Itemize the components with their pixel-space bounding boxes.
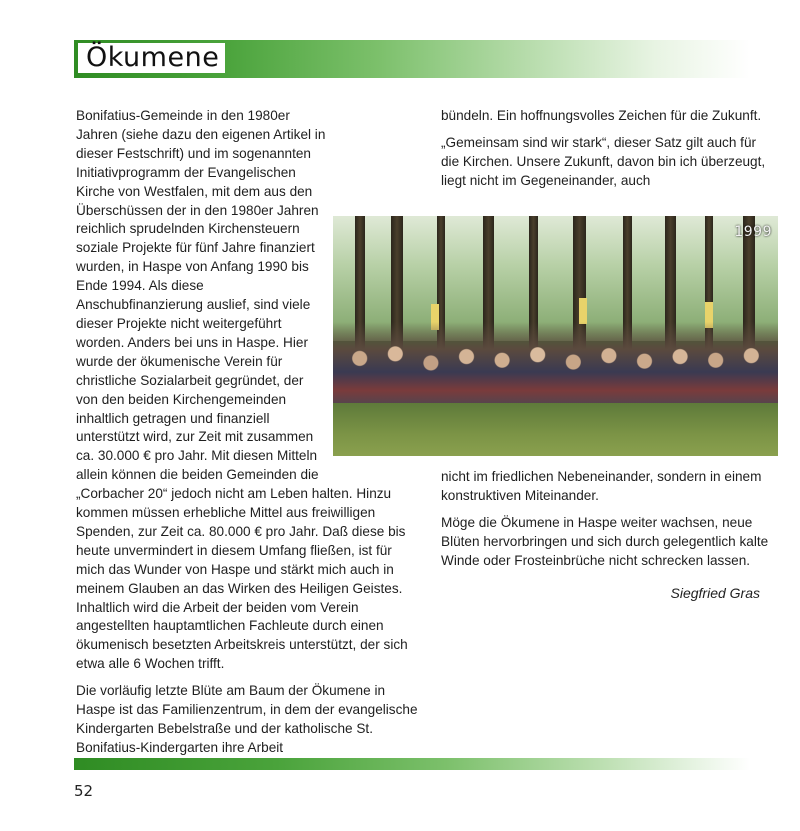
right-text-column-top (441, 107, 776, 191)
photo-year-label: 1999 (734, 224, 772, 240)
photo-flag (579, 298, 587, 324)
left-paragraph-1: Bonifatius-Gemeinde in den 1980er Jahren (siehe dazu den eigenen Artikel in dieser Festschrift) und im sogenannten Initiativprogramm der Evangelischen Kirche von Westfalen, mit dem aus den Überschüssen der in den 1980er Jahren reichlich sprudelnden Kirchensteuern soziale Projekte für fünf Jahre finanziert wurden, in Haspe von Anfang 1990 bis Ende 1994. Als diese Anschubfinanzierung auslief, sind viele dieser Projekte nicht weitergeführt worden. Anders bei uns in Haspe. Hier wurde der ökumenische Verein für christliche Sozialarbeit gegründet, der von den beiden Kirchengemeinden inhaltlich getragen und finanziell unterstützt wird, zur Zeit mit zusammen ca. 30.000 € pro Jahr. Mit diesen Mitteln allein können die beiden Gemeinden die „Corbacher 20“ jedoch nicht am Leben halten. Hinzu kommen müssen erhebliche Mittel aus freiwilligen Spenden, zur Zeit ca. 80.000 € pro Jahr. Daß diese bis heute unvermindert in diesem Umfang fließen, ist für mich das Wunder von Haspe und stärkt mich auch in meinem Glauben an das Wirken des Heiligen Geistes. Inhaltlich wird die Arbeit der beiden vom Verein angestellten hauptamtlichen Fachleute durch einen ökumenisch besetzten Arbeitskreis unterstützt, der sich etwa alle 6 Wochen trifft. (76, 108, 408, 672)
congregation-photo (333, 216, 778, 456)
page-number: 52 (74, 782, 94, 800)
right-paragraph-4: Möge die Ökumene in Haspe weiter wachsen, neue Blüten hervorbringen und sich durch gelegentlich kalte Winde oder Frosteinbrüche nicht schrecken lassen. (441, 514, 769, 568)
photo-ground (333, 403, 778, 456)
photo-wrap-spacer-top (331, 107, 421, 227)
left-paragraph-2: Die vorläufig letzte Blüte am Baum der Ökumene in Haspe ist das Familienzentrum, in dem der evangelische Kindergarten Bebelstraße und der katholische St. Bonifatius-Kindergarten ihre Arbeit (76, 683, 418, 755)
right-paragraph-2: „Gemeinsam sind wir stark“, dieser Satz gilt auch für die Kirchen. Unsere Zukunft, davon bin ich überzeugt, liegt nicht im Gegeneinander, auch (441, 134, 766, 188)
page-title: Ökumene (78, 43, 225, 73)
footer-gradient-bar (74, 758, 750, 770)
photo-crowd (333, 322, 778, 413)
right-paragraph-1: bündeln. Ein hoffnungsvolles Zeichen für die Zukunft. (441, 108, 762, 123)
right-paragraph-3: nicht im friedlichen Nebeneinander, sondern in einem konstruktiven Miteinander. (441, 469, 762, 503)
right-text-column-bottom (441, 468, 776, 571)
author-signature: Siegfried Gras (670, 585, 760, 601)
